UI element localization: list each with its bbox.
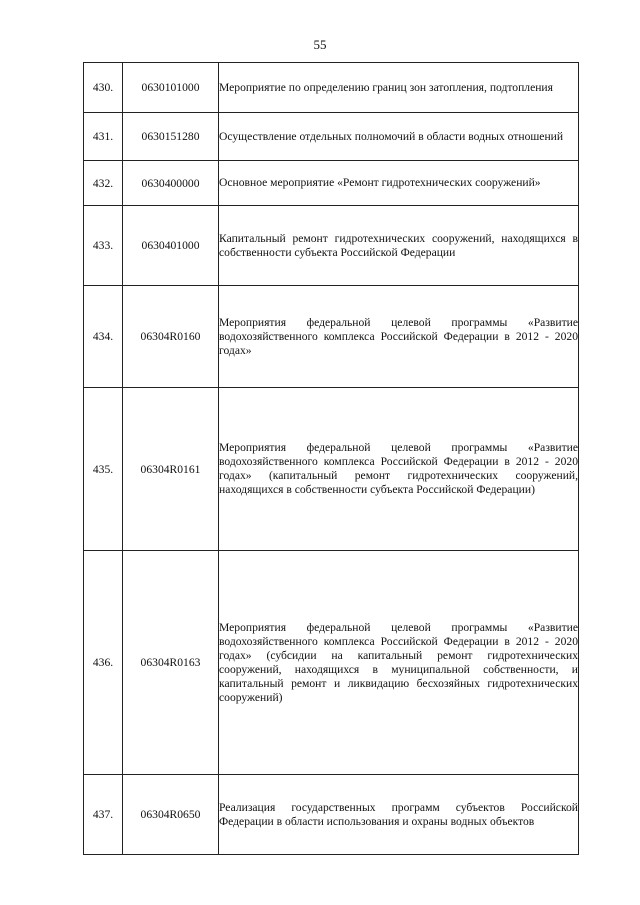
row-number: 432. (84, 161, 123, 206)
row-description-text: Реализация государственных программ субъектов Российской Федерации в области использования и охраны водных объектов (219, 800, 578, 828)
table-row (84, 113, 579, 161)
row-code: 0630401000 (123, 206, 219, 286)
row-code: 06304R0650 (123, 775, 219, 855)
row-number: 433. (84, 206, 123, 286)
row-number: 436. (84, 551, 123, 775)
row-code: 0630101000 (123, 63, 219, 113)
row-description-text: Мероприятия федеральной целевой программы «Развитие водохозяйственного комплекса Российской Федерации в 2012 - 2020 годах» (219, 315, 578, 357)
table-row (84, 63, 579, 113)
table-row (84, 161, 579, 206)
row-number: 435. (84, 388, 123, 551)
row-description-text: Мероприятия федеральной целевой программы «Развитие водохозяйственного комплекса Российской Федерации в 2012 - 2020 годах» (субсидии на капитальный ремонт гидротехнических сооружений, находящихся в муниципальной собственности, и капитальный ремонт и ликвидацию бесхозяйных гидротехнических сооружений) (219, 620, 578, 704)
row-description-text: Капитальный ремонт гидротехнических сооружений, находящихся в собственности субъекта Российской Федерации (219, 231, 578, 259)
table-row (84, 286, 579, 388)
row-number: 437. (84, 775, 123, 855)
row-description (219, 388, 579, 551)
row-description-text: Мероприятие по определению границ зон затопления, подтопления (219, 80, 553, 94)
budget-classification-table (83, 62, 579, 855)
row-description (219, 551, 579, 775)
row-description (219, 63, 579, 113)
table-row (84, 206, 579, 286)
row-description-text: Мероприятия федеральной целевой программы «Развитие водохозяйственного комплекса Российской Федерации в 2012 - 2020 годах» (капитальный ремонт гидротехнических сооружений, находящихся в собственности субъекта Российской Федерации) (219, 441, 578, 496)
row-code: 0630151280 (123, 113, 219, 161)
row-code: 06304R0163 (123, 551, 219, 775)
row-description (219, 206, 579, 286)
row-description-text: Осуществление отдельных полномочий в области водных отношений (219, 129, 564, 143)
row-number: 430. (84, 63, 123, 113)
table-row (84, 551, 579, 775)
table-row (84, 388, 579, 551)
row-number: 431. (84, 113, 123, 161)
row-description (219, 113, 579, 161)
row-code: 06304R0160 (123, 286, 219, 388)
row-description-text: Основное мероприятие «Ремонт гидротехнических сооружений» (219, 176, 541, 189)
row-description (219, 775, 579, 855)
row-description (219, 161, 579, 206)
row-number: 434. (84, 286, 123, 388)
row-description (219, 286, 579, 388)
page-number: 55 (313, 37, 327, 52)
table-row (84, 775, 579, 855)
row-code: 0630400000 (123, 161, 219, 206)
row-code: 06304R0161 (123, 388, 219, 551)
